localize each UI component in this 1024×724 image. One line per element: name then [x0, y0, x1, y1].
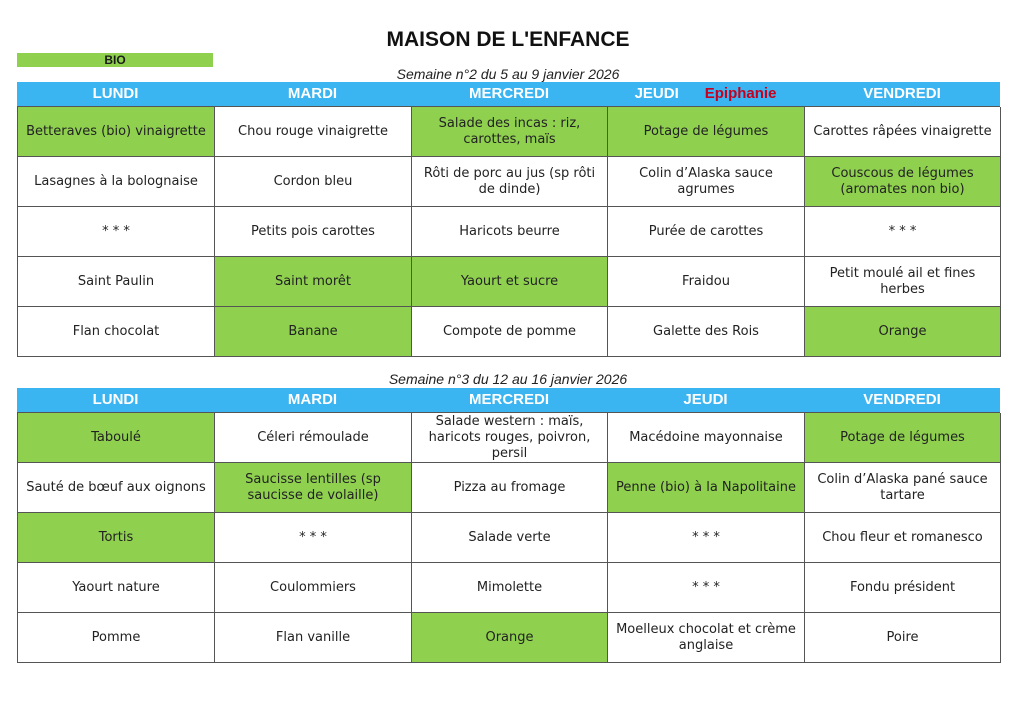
menu-cell: Haricots beurre: [412, 207, 608, 257]
menu-cell: Petits pois carottes: [215, 207, 412, 257]
day-header-row: [17, 82, 1000, 106]
menu-cell: Pomme: [18, 613, 215, 663]
menu-cell: Cordon bleu: [215, 157, 412, 207]
menu-row: [18, 613, 1000, 663]
day-label: MARDI: [287, 85, 338, 102]
day-label: VENDREDI: [863, 391, 941, 408]
day-header: [17, 82, 214, 106]
menu-cell: Colin d’Alaska pané sauce tartare: [805, 463, 1001, 513]
week-table: [17, 82, 1000, 357]
menu-cell: Carottes râpées vinaigrette: [805, 107, 1001, 157]
menu-cell: Poire: [805, 613, 1001, 663]
week-title: Semaine n°3 du 12 au 16 janvier 2026: [388, 371, 628, 387]
menu-cell: Compote de pomme: [412, 307, 608, 357]
day-label: LUNDI: [92, 391, 139, 408]
menu-cell: * * *: [608, 513, 805, 563]
menu-grid: [17, 412, 1000, 663]
menu-cell: Coulommiers: [215, 563, 412, 613]
menu-cell: Salade verte: [412, 513, 608, 563]
day-label: MARDI: [287, 391, 338, 408]
week-title: Semaine n°2 du 5 au 9 janvier 2026: [396, 66, 620, 82]
menu-cell: Saint Paulin: [18, 257, 215, 307]
day-label: LUNDI: [92, 85, 139, 102]
menu-row: [18, 207, 1000, 257]
menu-row: [18, 513, 1000, 563]
week-table: [17, 388, 1000, 663]
menu-row: [18, 107, 1000, 157]
day-header: [607, 82, 804, 106]
menu-cell: Potage de légumes: [608, 107, 805, 157]
menu-cell: * * *: [608, 563, 805, 613]
day-label: JEUDI: [683, 391, 728, 408]
day-header: [804, 82, 1000, 106]
menu-cell: Fondu président: [805, 563, 1001, 613]
menu-row: [18, 413, 1000, 463]
menu-cell: Mimolette: [412, 563, 608, 613]
day-label: JEUDI: [634, 85, 679, 102]
menu-grid: [17, 106, 1000, 357]
menu-cell: Pizza au fromage: [412, 463, 608, 513]
menu-cell: Moelleux chocolat et crème anglaise: [608, 613, 805, 663]
menu-cell: Céleri rémoulade: [215, 413, 412, 463]
menu-cell: Banane: [215, 307, 412, 357]
menu-cell: Flan vanille: [215, 613, 412, 663]
day-header-row: [17, 388, 1000, 412]
menu-cell: Orange: [805, 307, 1001, 357]
menu-cell: * * *: [18, 207, 215, 257]
page-title: MAISON DE L'ENFANCE: [386, 28, 630, 51]
menu-cell: Macédoine mayonnaise: [608, 413, 805, 463]
menu-cell: * * *: [215, 513, 412, 563]
menu-cell: Potage de légumes: [805, 413, 1001, 463]
menu-cell: Colin d’Alaska sauce agrumes: [608, 157, 805, 207]
day-header: [214, 82, 411, 106]
menu-cell: Yaourt nature: [18, 563, 215, 613]
menu-cell: Taboulé: [18, 413, 215, 463]
menu-cell: Galette des Rois: [608, 307, 805, 357]
menu-row: [18, 257, 1000, 307]
menu-cell: Salade western : maïs, haricots rouges, poivron, persil: [412, 413, 608, 463]
day-header: [17, 388, 214, 412]
day-header: [411, 82, 607, 106]
menu-cell: Saucisse lentilles (sp saucisse de volaille): [215, 463, 412, 513]
menu-cell: Tortis: [18, 513, 215, 563]
menu-cell: Lasagnes à la bolognaise: [18, 157, 215, 207]
menu-cell: Fraidou: [608, 257, 805, 307]
menu-cell: Couscous de légumes (aromates non bio): [805, 157, 1001, 207]
menu-cell: Yaourt et sucre: [412, 257, 608, 307]
day-header: [804, 388, 1000, 412]
menu-cell: Sauté de bœuf aux oignons: [18, 463, 215, 513]
day-label: MERCREDI: [468, 391, 549, 408]
menu-row: [18, 157, 1000, 207]
menu-cell: Penne (bio) à la Napolitaine: [608, 463, 805, 513]
menu-cell: Chou fleur et romanesco: [805, 513, 1001, 563]
day-label: VENDREDI: [863, 85, 941, 102]
menu-cell: Purée de carottes: [608, 207, 805, 257]
menu-cell: Petit moulé ail et fines herbes: [805, 257, 1001, 307]
menu-row: [18, 307, 1000, 357]
menu-cell: * * *: [805, 207, 1001, 257]
menu-cell: Chou rouge vinaigrette: [215, 107, 412, 157]
menu-cell: Saint morêt: [215, 257, 412, 307]
menu-cell: Salade des incas : riz, carottes, maïs: [412, 107, 608, 157]
day-header: [607, 388, 804, 412]
day-header: [411, 388, 607, 412]
menu-cell: Flan chocolat: [18, 307, 215, 357]
holiday-note: Epiphanie: [704, 85, 777, 102]
bio-legend: BIO: [17, 53, 213, 67]
day-header: [214, 388, 411, 412]
menu-row: [18, 463, 1000, 513]
menu-cell: Rôti de porc au jus (sp rôti de dinde): [412, 157, 608, 207]
day-label: MERCREDI: [468, 85, 549, 102]
menu-cell: Betteraves (bio) vinaigrette: [18, 107, 215, 157]
menu-row: [18, 563, 1000, 613]
menu-cell: Orange: [412, 613, 608, 663]
